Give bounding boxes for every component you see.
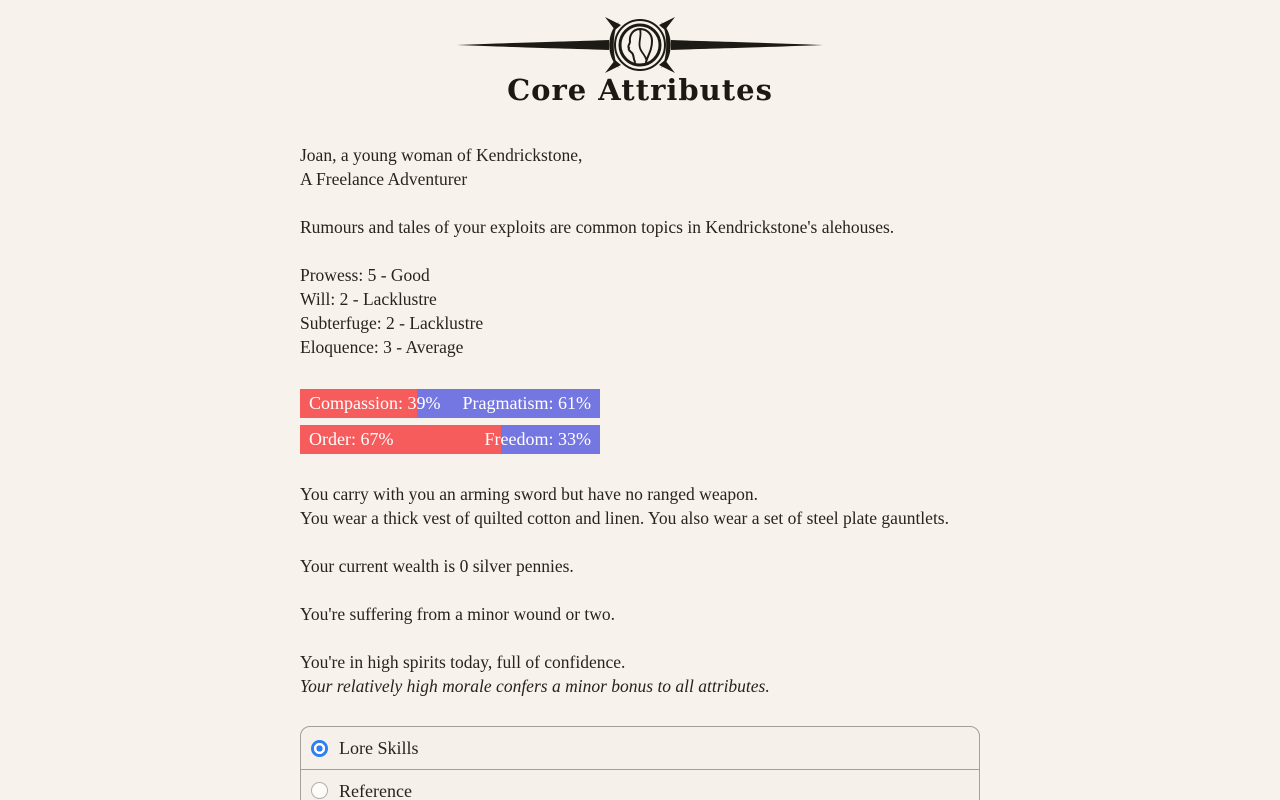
health-text: You're suffering from a minor wound or two. [300, 604, 616, 624]
stats-header [0, 16, 1280, 106]
equipment-armor: You wear a thick vest of quilted cotton and linen. You also wear a set of steel plate gauntlets. [300, 508, 949, 528]
morale-note: Your relatively high morale confers a minor bonus to all attributes. [300, 676, 770, 696]
radio-reference-icon[interactable] [311, 782, 328, 799]
page-title: Core Attributes [507, 73, 773, 107]
bar-compassion-pragmatism [300, 389, 600, 418]
attribute-subterfuge: Subterfuge: 2 - Lacklustre [300, 313, 484, 333]
equipment-text [300, 482, 980, 530]
morale-status: You're in high spirits today, full of confidence. [300, 652, 626, 672]
reputation-text: Rumours and tales of your exploits are common topics in Kendrickstone's alehouses. [300, 217, 895, 237]
stat-page-options [300, 726, 980, 800]
wealth-text: Your current wealth is 0 silver pennies. [300, 556, 574, 576]
option-reference-label: Reference [339, 780, 412, 800]
bar-label-freedom: Freedom: 33% [484, 429, 591, 449]
stats-content [300, 143, 980, 800]
attribute-will: Will: 2 - Lacklustre [300, 289, 437, 309]
option-reference[interactable] [301, 769, 979, 800]
morale-text [300, 650, 980, 698]
bar-order-freedom [300, 425, 600, 454]
opposed-stat-bars [300, 389, 600, 454]
radio-lore-skills-icon[interactable] [311, 740, 328, 757]
bar-label-pragmatism: Pragmatism: 61% [462, 393, 591, 413]
attribute-list [300, 263, 980, 359]
character-title-line: A Freelance Adventurer [300, 169, 468, 189]
bar-label-order: Order: 67% [309, 429, 394, 449]
head-profile-medallion-icon [455, 16, 825, 74]
attribute-eloquence: Eloquence: 3 - Average [300, 337, 464, 357]
option-lore-skills[interactable] [301, 727, 979, 769]
equipment-weapons: You carry with you an arming sword but have no ranged weapon. [300, 484, 758, 504]
option-lore-skills-label: Lore Skills [339, 738, 419, 758]
stats-screen [0, 16, 1280, 800]
attribute-prowess: Prowess: 5 - Good [300, 265, 430, 285]
bar-label-compassion: Compassion: 39% [309, 393, 441, 413]
character-name-line: Joan, a young woman of Kendrickstone, [300, 145, 583, 165]
character-summary [300, 143, 980, 191]
